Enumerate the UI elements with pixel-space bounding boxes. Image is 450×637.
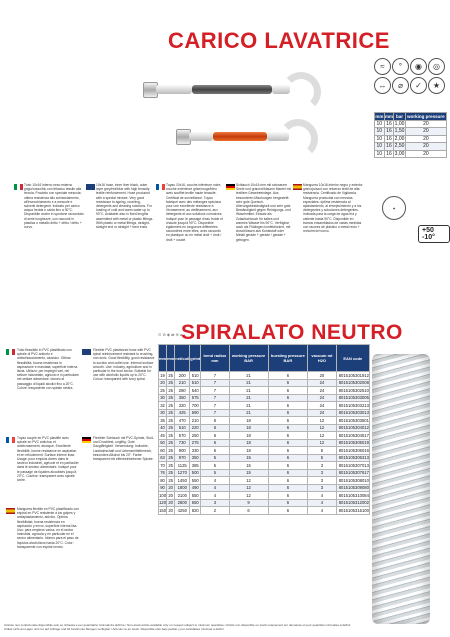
table-cell: 25 xyxy=(168,470,174,476)
table-cell: 2 xyxy=(201,507,229,515)
carico-specs-table xyxy=(374,112,447,158)
carico-desc-it: Tubo 10x16 interno neso esterno grigio/rosso/blu con trifasico tessile alla treccia. Prodotto con speciale mescola: ottima resistenza allo schiacciamento, all'invecchiamento e a mescole e solventi detergenti. Indicato per carico acqua fredda e calda fino a 90°C. Disponibile anche in sportone raccordato di serie lunghezze, con raccordi in plastica o metallo dritto + dritto / dritto + curvo. xyxy=(24,183,84,230)
table-cell: 575 xyxy=(191,395,199,401)
table-cell: 6 xyxy=(201,447,229,455)
carico-desc-de: Schlauch 10x16 mm mit schwarzer Seele und grau/rot/blauem Mantel mit textilem Gewebeeinlage. Aus besonderen Mischungen hergestellt: sehr gute Quetsch-Alterungsbeständigkeit und sehr gute Beständigkeit gegen Reinigungs- und Waschmittel. Einsatz als Zulaufschlauch für kaltes und warmes Wasser bis 90°C. Verfügbar auch als Fixlängen konfektioniert, mit Anschlüssen aus Kunststoff oder Metall gerade + gerade / gerade + gebogen. xyxy=(236,183,291,242)
table-cell: 12 xyxy=(308,417,337,425)
table-cell: 900 xyxy=(175,447,190,455)
table-cell: 6 xyxy=(268,477,308,485)
table-row xyxy=(159,394,370,402)
table-cell: 10 xyxy=(375,135,385,143)
table-cell: 12 xyxy=(229,484,268,492)
table-cell: 18 xyxy=(229,417,268,425)
table-cell: 5 xyxy=(201,469,229,477)
table-cell: 20 xyxy=(405,150,446,158)
table-cell: 10 xyxy=(375,120,385,128)
table-cell: 32 xyxy=(160,402,165,408)
table-cell: 6 xyxy=(201,424,229,432)
table-cell: 21 xyxy=(229,409,268,417)
flag-germany-icon xyxy=(82,437,91,443)
table-cell: 275 xyxy=(191,440,199,446)
table-cell: 21 xyxy=(229,372,268,380)
table-cell: 9 xyxy=(229,499,268,507)
table-cell: 1270 xyxy=(175,469,190,477)
table-cell: 20 xyxy=(405,128,446,136)
table-cell: 15 xyxy=(229,469,268,477)
table-cell: 10 xyxy=(375,150,385,158)
table-cell: 40 xyxy=(160,425,165,431)
table-cell: 120 xyxy=(159,500,167,506)
table-cell: 20 xyxy=(308,372,337,380)
table-cell: 2800 xyxy=(175,499,190,507)
table-cell: 24 xyxy=(308,402,337,410)
table-cell: 8015105306313 xyxy=(336,454,369,462)
table-cell: 60 xyxy=(160,447,165,453)
table-cell: 100 xyxy=(159,492,167,498)
table-cell: 80 xyxy=(160,477,165,483)
table-cell: 6 xyxy=(268,507,308,515)
table-cell: 20 xyxy=(405,143,446,151)
table-cell: 7 xyxy=(201,379,229,387)
table-cell: 21 xyxy=(229,387,268,395)
table-cell: 8015105312002 xyxy=(336,499,369,507)
table-cell: 18 xyxy=(229,432,268,440)
table-cell: 8015105303213 xyxy=(336,402,369,410)
flag-spain-icon xyxy=(6,508,15,514)
table-cell: 7 xyxy=(201,387,229,395)
pressure-icon: ◉ xyxy=(410,58,427,75)
table-cell: 45 xyxy=(160,432,165,438)
table-cell: 20 xyxy=(405,120,446,128)
table-cell: 490 xyxy=(191,485,199,491)
table-cell: 7 xyxy=(201,394,229,402)
table-cell: 220 xyxy=(191,425,199,431)
table-cell: 6 xyxy=(268,492,308,500)
table-cell: 5 xyxy=(201,462,229,470)
table-cell: 540 xyxy=(191,387,199,393)
table-row xyxy=(159,432,370,440)
column-header: mm xyxy=(159,345,167,372)
column-header: mm xyxy=(375,113,384,119)
table-cell: 4 xyxy=(308,507,337,515)
table-cell: 16 xyxy=(384,143,394,151)
flag-france-icon xyxy=(6,437,15,443)
flag-uk-icon xyxy=(82,349,91,355)
column-header: net/coil xyxy=(175,345,190,372)
table-cell: 2,00 xyxy=(394,135,405,142)
table-cell: 8015105303005 xyxy=(336,394,369,402)
table-cell: 25 xyxy=(160,387,165,393)
table-cell: 350 xyxy=(191,455,199,461)
footer-note: Artikel nicht am Lager und nur auf Anfrage und für bestimmte Mengen verfügbar / Artículo no en stock. Disponible sólo bajo pedido y por cantidades mínimas a definir xyxy=(4,626,224,631)
table-cell: 10 xyxy=(375,128,385,136)
spiral-specs-table xyxy=(158,344,370,515)
table-cell: 2100 xyxy=(175,492,190,500)
table-row xyxy=(159,462,370,470)
table-row xyxy=(159,469,370,477)
spiralato-neutro-title: SPIRALATO NEUTRO xyxy=(181,321,403,344)
table-cell: 3 xyxy=(308,462,337,470)
flag-france-icon xyxy=(156,184,165,190)
flag-italy-icon xyxy=(6,349,15,355)
table-cell: 8015105303013 xyxy=(336,409,369,417)
table-row xyxy=(159,409,370,417)
column-header: bursting pressure BAR xyxy=(268,345,308,372)
column-header: bar xyxy=(394,113,405,121)
spiral-hose-image xyxy=(372,354,430,624)
spiral-desc-de: Flexibler Schlauch mit PVC-Spirale, Stoß- und Druckfest, ungiftig. Gute Saugfähigkeit. Verwendung: Industrie, Landwirtschaft und Lebensmittelbereich, besonders Alkohol bis 20°. Farbe: transparent mit elfenbeinfarbener Spirale. xyxy=(93,436,155,462)
temperature-badge: +50 -10° xyxy=(418,225,450,243)
carico-lavatrice-title: CARICO LAVATRICE xyxy=(168,28,390,53)
table-row xyxy=(159,379,370,387)
table-cell: 20 xyxy=(168,507,174,513)
table-cell: 19 xyxy=(160,372,165,378)
table-cell: 730 xyxy=(175,439,190,447)
table-cell: 6 xyxy=(229,507,268,515)
table-cell: 8015105301912 xyxy=(336,372,369,380)
table-cell: 90 xyxy=(160,485,165,491)
table-cell: 8015105306016 xyxy=(336,447,369,455)
table-cell: 20 xyxy=(168,485,174,491)
table-cell: 4 xyxy=(201,484,229,492)
table-cell: 25 xyxy=(168,477,174,483)
table-cell: 16 xyxy=(384,128,394,136)
length-icon: ↔ xyxy=(374,77,391,94)
table-cell: 6 xyxy=(268,499,308,507)
table-cell: 24 xyxy=(308,387,337,395)
table-row xyxy=(159,387,370,395)
table-cell: 6 xyxy=(268,394,308,402)
certification-seal-icon: ✦ xyxy=(382,196,406,220)
table-cell: 8015105305019 xyxy=(336,439,369,447)
table-cell: 10 xyxy=(375,143,385,151)
table-cell: 20 xyxy=(168,500,174,506)
table-cell: 385 xyxy=(191,462,199,468)
table-cell: 20 xyxy=(405,135,446,143)
table-cell: 200 xyxy=(175,372,190,380)
table-cell: 70 xyxy=(160,462,165,468)
table-cell: 21 xyxy=(229,379,268,387)
table-cell: 30 xyxy=(160,410,165,416)
carico-desc-es: Manguera 10x16 interior negro y exterior gris/rojo/azul con refuerzo textil de alta resistencia. Certificado de Vigilancia. Manguera producida con mezclas especiales: óptima resistencia al aplastamiento, al envejecimiento y a los detergentes y soluciones detergentes. Indicada para la carga de agua fría y caliente hasta 90°C. Disponible en tramos ensamblados de varias medidas con racores de plástico o metal recto + recto/recto+curvo. xyxy=(303,183,363,234)
table-cell: 6 xyxy=(268,387,308,395)
table-cell: 650 xyxy=(191,500,199,506)
column-header: bend radius mm xyxy=(201,345,229,372)
table-cell: 3 xyxy=(201,499,229,507)
table-cell: 6 xyxy=(268,379,308,387)
table-cell: 12 xyxy=(308,439,337,447)
table-cell: 6 xyxy=(268,454,308,462)
table-cell: 510 xyxy=(191,380,199,386)
table-cell: 425 xyxy=(175,409,190,417)
table-cell: 8015105302510 xyxy=(336,387,369,395)
table-cell: 25 xyxy=(168,425,174,431)
table-cell: 25 xyxy=(168,380,174,386)
table-cell: 700 xyxy=(191,402,199,408)
table-cell: 470 xyxy=(175,417,190,425)
table-cell: 8015105304012 xyxy=(336,424,369,432)
table-row xyxy=(375,135,447,143)
table-cell: 970 xyxy=(175,454,190,462)
table-cell: 24 xyxy=(308,379,337,387)
table-row xyxy=(375,150,447,158)
table-cell: 6 xyxy=(201,432,229,440)
table-cell: 350 xyxy=(175,394,190,402)
table-cell: 25 xyxy=(168,455,174,461)
table-cell: 3 xyxy=(308,477,337,485)
table-cell: 330 xyxy=(191,447,199,453)
table-cell: 6 xyxy=(268,402,308,410)
table-cell: 5 xyxy=(308,454,337,462)
table-cell: 8015105304517 xyxy=(336,432,369,440)
table-cell: 150 xyxy=(159,507,167,513)
table-cell: 25 xyxy=(168,432,174,438)
table-cell: 210 xyxy=(175,379,190,387)
table-cell: 24 xyxy=(308,409,337,417)
table-cell: 820 xyxy=(191,507,199,513)
table-cell: 16 xyxy=(384,120,394,128)
table-cell: 25 xyxy=(168,387,174,393)
table-cell: 18 xyxy=(229,424,268,432)
table-cell: 16 xyxy=(384,135,394,143)
table-cell: 25 xyxy=(168,462,174,468)
table-cell: 15 xyxy=(229,462,268,470)
table-cell: 7 xyxy=(201,409,229,417)
table-cell: 6 xyxy=(268,447,308,455)
table-cell: 210 xyxy=(191,417,199,423)
table-cell: 510 xyxy=(175,424,190,432)
table-cell: 12 xyxy=(308,424,337,432)
flag-germany-icon xyxy=(226,184,235,190)
table-cell: 4 xyxy=(308,492,337,500)
table-cell: 30 xyxy=(160,395,165,401)
table-cell: 20 xyxy=(168,492,174,498)
table-cell: 6 xyxy=(268,484,308,492)
table-cell: 63 xyxy=(160,455,165,461)
table-cell: 550 xyxy=(191,477,199,483)
temperature-icon: ° xyxy=(392,58,409,75)
table-cell: 6 xyxy=(201,417,229,425)
table-row xyxy=(159,492,370,500)
table-cell: 25 xyxy=(168,402,174,408)
table-cell: 1,00 xyxy=(394,120,405,127)
table-cell: 20 xyxy=(160,380,165,386)
flag-italy-icon xyxy=(14,184,23,190)
table-cell: 4 xyxy=(308,499,337,507)
table-row xyxy=(159,507,370,515)
column-header: working pressure BAR xyxy=(229,345,268,372)
table-row xyxy=(159,372,370,380)
table-row xyxy=(159,499,370,507)
table-cell: 8015105309080 xyxy=(336,484,369,492)
table-cell: 25 xyxy=(168,440,174,446)
table-cell: 8015105303501 xyxy=(336,417,369,425)
table-cell: 590 xyxy=(191,410,199,416)
table-cell: 8015105307617 xyxy=(336,469,369,477)
table-cell: 280 xyxy=(175,387,190,395)
spiral-desc-fr: Tuyau souple en PVC plastifié avec spirale en PVC antichoc et antiécrasement, atoxique. Excellente flexibilité, bonne résistance en aspiration et en refoulement. Surface interne lisse. Usage: pour emplois divers dans le secteur industriel, agricole et en particulier dans le secteur alimentaire. Indiqué pour le passage de liquides alcoolisés jusqu'à 20°C. Couleur: transparent avec spirale ivoire. xyxy=(17,436,79,483)
table-cell: 5 xyxy=(201,454,229,462)
table-cell: 6 xyxy=(268,469,308,477)
washing-machine-icon: ◎ xyxy=(428,58,445,75)
table-row xyxy=(159,439,370,447)
table-cell: 25 xyxy=(168,417,174,423)
table-row xyxy=(159,417,370,425)
table-row xyxy=(375,143,447,151)
table-cell: 35 xyxy=(160,417,165,423)
flag-uk-icon xyxy=(86,184,95,190)
table-cell: 76 xyxy=(160,470,165,476)
table-cell: 1450 xyxy=(175,477,190,485)
table-cell: 1800 xyxy=(175,484,190,492)
footer-note: Articolo non confezionato disponibile solo su richiesta e per quantitativi minimali da definire / Non-stock article available only on request subject to minimum quantities / Article non disponible en stock uniquement sur demande et pour quantités minimales à définir xyxy=(4,623,351,627)
column-header: gr/mt xyxy=(190,345,201,372)
table-cell: 1,50 xyxy=(394,128,405,135)
table-cell: 8015105307013 xyxy=(336,462,369,470)
carico-desc-en: 10x16 hose, inner liner black, outer layer grey/red/blue with high tenacity textile reinforcement. Hose produced with a special mixture. Very good resistance to ageing, crushing, detergents and cleaning solutions. For loading of cold and warm water up to 90°C. Available also in fixed lengths assembled with metal or plastic fittings. With plastic or metal fittings, straight-straight end or straight + bent ends. xyxy=(96,183,154,230)
table-cell: 6 xyxy=(268,432,308,440)
table-row xyxy=(159,424,370,432)
food-safe-icon: ✓ xyxy=(410,77,427,94)
table-cell: 8015105308010 xyxy=(336,477,369,485)
table-cell: 6 xyxy=(268,424,308,432)
table-cell: 250 xyxy=(191,432,199,438)
table-cell: 510 xyxy=(191,372,199,378)
table-cell: 4 xyxy=(201,477,229,485)
table-cell: 550 xyxy=(191,492,199,498)
table-row xyxy=(159,477,370,485)
table-row xyxy=(159,402,370,410)
spiral-header-icons: ⊙ ⊘ ◈ ⇄ ≋ ⌀ xyxy=(158,332,183,337)
table-cell: 4 xyxy=(201,492,229,500)
table-cell: 25 xyxy=(168,410,174,416)
table-cell: 320 xyxy=(175,402,190,410)
table-cell: 25 xyxy=(168,447,174,453)
table-cell: 4250 xyxy=(175,507,190,515)
carico-desc-fr: Tuyau 10x16, couche intérieure noire, couche extérieure grise/rouge/bleu avec soufflet textile haute ténacité. Certificat de surveillance. Tuyau fabriqué avec des mélanges spéciaux pour une excellente résistance à l'écrasement, au vieillissement, aux détergents et aux solutions corrosives. Indiqué pour le passage d'eau froide et chaude jusqu'à 90°C. Disponible également en longueurs différentes raccordées entre elles, avec raccords en plastique ou en métal droit + droit / droit + coudé. xyxy=(166,183,223,242)
table-cell: 18 xyxy=(229,447,268,455)
table-cell: 6 xyxy=(268,372,308,380)
table-cell: 3,00 xyxy=(394,150,405,157)
footer-notes xyxy=(4,624,446,632)
table-row xyxy=(159,484,370,492)
table-row xyxy=(375,128,447,136)
column-header: mm xyxy=(167,345,175,372)
table-row xyxy=(159,454,370,462)
spiral-desc-en: Flexible PVC plasticized hose with PVC spiral reinforcement resistant to crushing, non-toxic. Good flexibility, good resistance to suction and outlet use. Internal surface smooth. Use: industry, agriculture and in particular in the food sector. Suitable for use with alcoholic liquids up to 20°C. Colour: transparent with ivory spiral. xyxy=(93,348,155,382)
table-cell: 8015105310084 xyxy=(336,492,369,500)
table-cell: 25 xyxy=(168,372,174,378)
table-cell: 21 xyxy=(229,394,268,402)
table-cell: 12 xyxy=(308,432,337,440)
spiral-desc-es: Manguera flexible en PVC plastificado con espiral en PVC resistente a los golpes y antiaplastamiento, atóxico. Óptima flexibilidad, buena resistencia en aspiración y envío, superficie interna lisa. Uso: para empleos varios, en el sector industrial, agrícola y en particular en el sector alimentario. Idóneo para el paso de líquidos alcohólicos hasta 20°C. Color: transparente con espiral neutro. xyxy=(17,507,79,549)
table-cell: 50 xyxy=(160,440,165,446)
column-header: working pressure xyxy=(407,113,445,119)
table-cell: 7 xyxy=(201,372,229,380)
table-cell: 8015105315100 xyxy=(336,507,369,515)
spiral-desc-it: Tubo flessibile in PVC plastificato con spirale di PVC antiurto e antischiacciamento, atossico. Ottima flessibilità, buona resistenza in aspirazione e mandata; superficie interna liscia. Utilizzo: per impieghi vari, nel settore industriale, agricolo e in particolare nel settore alimentare. Idoneo al passaggio di liquidi alcolici fino a 20°C. Colore: trasparente con spirale neutra. xyxy=(17,348,79,390)
table-row xyxy=(159,447,370,455)
column-header: mm xyxy=(384,113,393,119)
table-cell: 18 xyxy=(229,439,268,447)
table-cell: 6 xyxy=(201,439,229,447)
table-cell: 500 xyxy=(191,470,199,476)
table-cell: 12 xyxy=(229,492,268,500)
table-row xyxy=(375,120,447,128)
diameter-icon: ⌀ xyxy=(392,77,409,94)
table-cell: 6 xyxy=(268,462,308,470)
table-cell: 21 xyxy=(229,402,268,410)
feature-icons xyxy=(374,58,444,94)
table-cell: 6 xyxy=(268,439,308,447)
table-cell: 1125 xyxy=(175,462,190,470)
table-cell: 3 xyxy=(308,469,337,477)
table-cell: 6 xyxy=(268,417,308,425)
table-cell: 12 xyxy=(229,477,268,485)
table-cell: 25 xyxy=(168,395,174,401)
table-cell: 24 xyxy=(308,394,337,402)
table-cell: 5 xyxy=(308,447,337,455)
warranty-icon: ★ xyxy=(428,77,445,94)
table-cell: 570 xyxy=(175,432,190,440)
column-header: EAN code xyxy=(336,345,369,372)
table-cell: 15 xyxy=(229,454,268,462)
table-cell: 3 xyxy=(308,484,337,492)
table-cell: 2,50 xyxy=(394,143,405,150)
table-cell: 16 xyxy=(384,150,394,158)
table-cell: 7 xyxy=(201,402,229,410)
table-cell: 6 xyxy=(268,409,308,417)
flag-spain-icon xyxy=(293,184,302,190)
column-header: vacuum mt H2O xyxy=(308,345,337,372)
table-cell: 8015105302008 xyxy=(336,379,369,387)
water-icon: ≈ xyxy=(374,58,391,75)
